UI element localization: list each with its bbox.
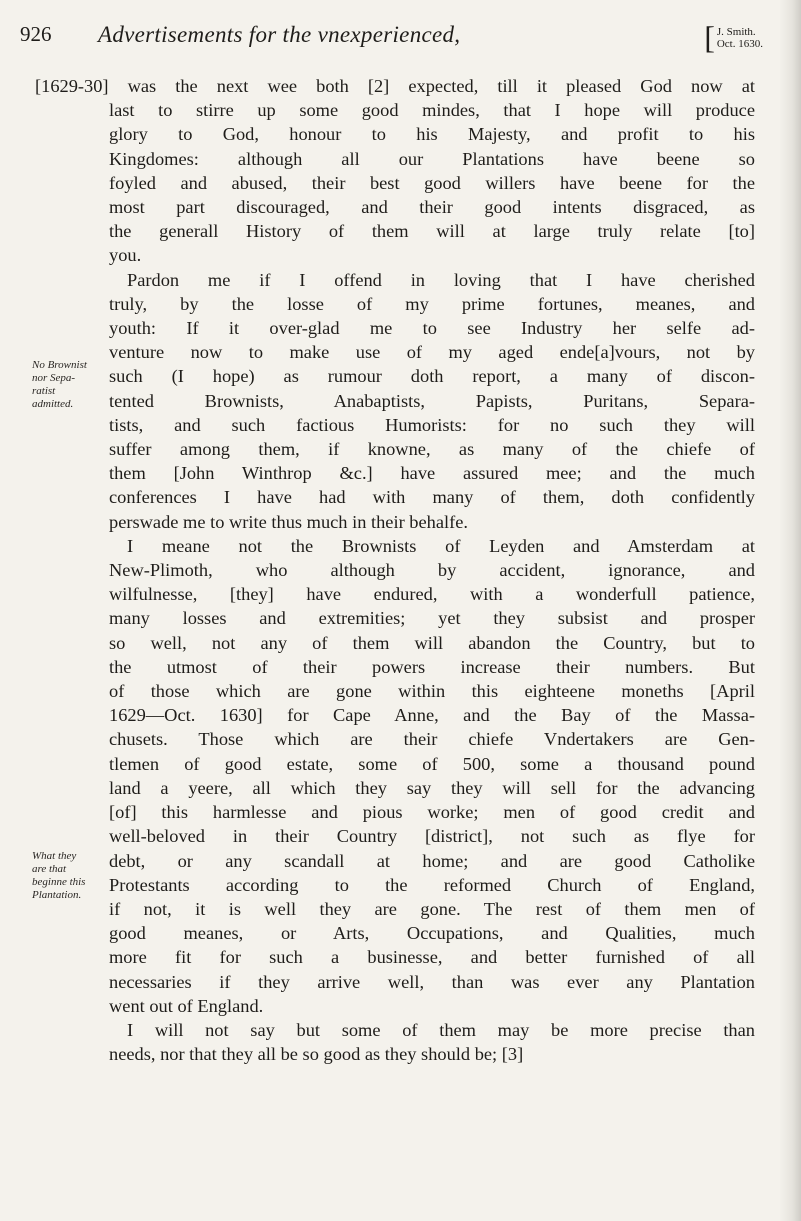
text-line: Kingdomes: although all our Plantations have beene so bbox=[109, 148, 755, 169]
text-line: you. bbox=[109, 245, 142, 266]
text-line: foyled and abused, their best good willers have beene for the bbox=[109, 172, 755, 193]
text-line: of those which are gone within this eighteene moneths [April bbox=[109, 681, 755, 702]
ref-author: J. Smith. bbox=[716, 26, 756, 38]
text-line: perswade me to write thus much in their behalfe. bbox=[109, 511, 469, 532]
running-title: Advertisements for the vnexperienced, bbox=[98, 22, 461, 47]
page-binding-shadow bbox=[779, 0, 801, 1221]
text-line: most part discouraged, and their good intents disgraced, as bbox=[109, 197, 755, 218]
page-number: 926 bbox=[20, 22, 52, 46]
text-line: the generall History of them will at large truly relate [to] bbox=[109, 221, 755, 242]
text-line: needs, nor that they all be so good as they should be; [3] bbox=[109, 1044, 524, 1065]
paragraph bbox=[35, 268, 755, 534]
text-line: 1629—Oct. 1630] for Cape Anne, and the Bay of the Massa- bbox=[109, 705, 755, 726]
ref-date: Oct. 1630. bbox=[716, 38, 763, 50]
text-line: I will not say but some of them may be more precise than bbox=[127, 1019, 755, 1040]
margin-note: No Brownist nor Sepa- ratist admitted. bbox=[32, 359, 87, 410]
main-text bbox=[35, 74, 755, 1066]
text-line: wilfulnesse, [they] have endured, with a wonderfull patience, bbox=[109, 584, 755, 605]
text-line: more fit for such a businesse, and better furnished of all bbox=[109, 947, 755, 968]
text-line: the utmost of their powers increase their numbers. But bbox=[109, 656, 755, 677]
text-line: last to stirre up some good mindes, that I hope will produce bbox=[109, 100, 755, 121]
text-line: Pardon me if I offend in loving that I have cherished bbox=[127, 269, 755, 290]
text-line: so well, not any of them will abandon the Country, but to bbox=[109, 632, 755, 653]
source-reference bbox=[704, 19, 765, 55]
text-line: tented Brownists, Anabaptists, Papists, Puritans, Separa- bbox=[109, 390, 755, 411]
text-line: such (I hope) as rumour doth report, a many of discon- bbox=[109, 366, 755, 387]
text-line: glory to God, honour to his Majesty, and profit to his bbox=[109, 124, 755, 145]
text-line: debt, or any scandall at home; and are good Catholike bbox=[109, 850, 755, 871]
paragraph bbox=[35, 534, 755, 1018]
text-line: youth: If it over-glad me to see Industry her selfe ad- bbox=[109, 318, 755, 339]
paragraph bbox=[35, 1018, 755, 1066]
text-line: [1629-30] was the next wee both [2] expected, till it pleased God now at bbox=[35, 76, 755, 96]
page-header bbox=[20, 19, 765, 62]
text-line: Protestants according to the reformed Church of England, bbox=[109, 874, 755, 895]
text-line: conferences I have had with many of them, doth confidently bbox=[109, 487, 755, 508]
text-line: [of] this harmlesse and pious worke; men of good credit and bbox=[109, 802, 755, 823]
text-line: necessaries if they arrive well, than was ever any Plantation bbox=[109, 971, 755, 992]
text-line: truly, by the losse of my prime fortunes, meanes, and bbox=[109, 293, 755, 314]
margin-note: What they are that beginne this Plantation. bbox=[32, 850, 86, 901]
text-line: I meane not the Brownists of Leyden and Amsterdam at bbox=[127, 535, 755, 556]
text-line: tlemen of good estate, some of 500, some a thousand pound bbox=[109, 753, 755, 774]
left-bracket: [ bbox=[704, 19, 715, 55]
text-line: well-beloved in their Country [district], not such as flye for bbox=[109, 826, 755, 847]
text-line: suffer among them, if knowne, as many of the chiefe of bbox=[109, 439, 755, 460]
text-line: land a yeere, all which they say they will sell for the advancing bbox=[109, 777, 755, 798]
text-line: tists, and such factious Humorists: for no such they will bbox=[109, 414, 755, 435]
text-line: venture now to make use of my aged ende[a]vours, not by bbox=[109, 342, 755, 363]
text-line: went out of England. bbox=[109, 995, 264, 1016]
text-line: them [John Winthrop &c.] have assured mee; and the much bbox=[109, 463, 755, 484]
text-line: good meanes, or Arts, Occupations, and Qualities, much bbox=[109, 923, 755, 944]
text-line: chusets. Those which are their chiefe Vndertakers are Gen- bbox=[109, 729, 755, 750]
text-line: if not, it is well they are gone. The rest of them men of bbox=[109, 898, 755, 919]
paragraph bbox=[35, 74, 755, 268]
text-line: many losses and extremities; yet they subsist and prosper bbox=[109, 608, 755, 629]
text-line: New-Plimoth, who although by accident, ignorance, and bbox=[109, 560, 755, 581]
